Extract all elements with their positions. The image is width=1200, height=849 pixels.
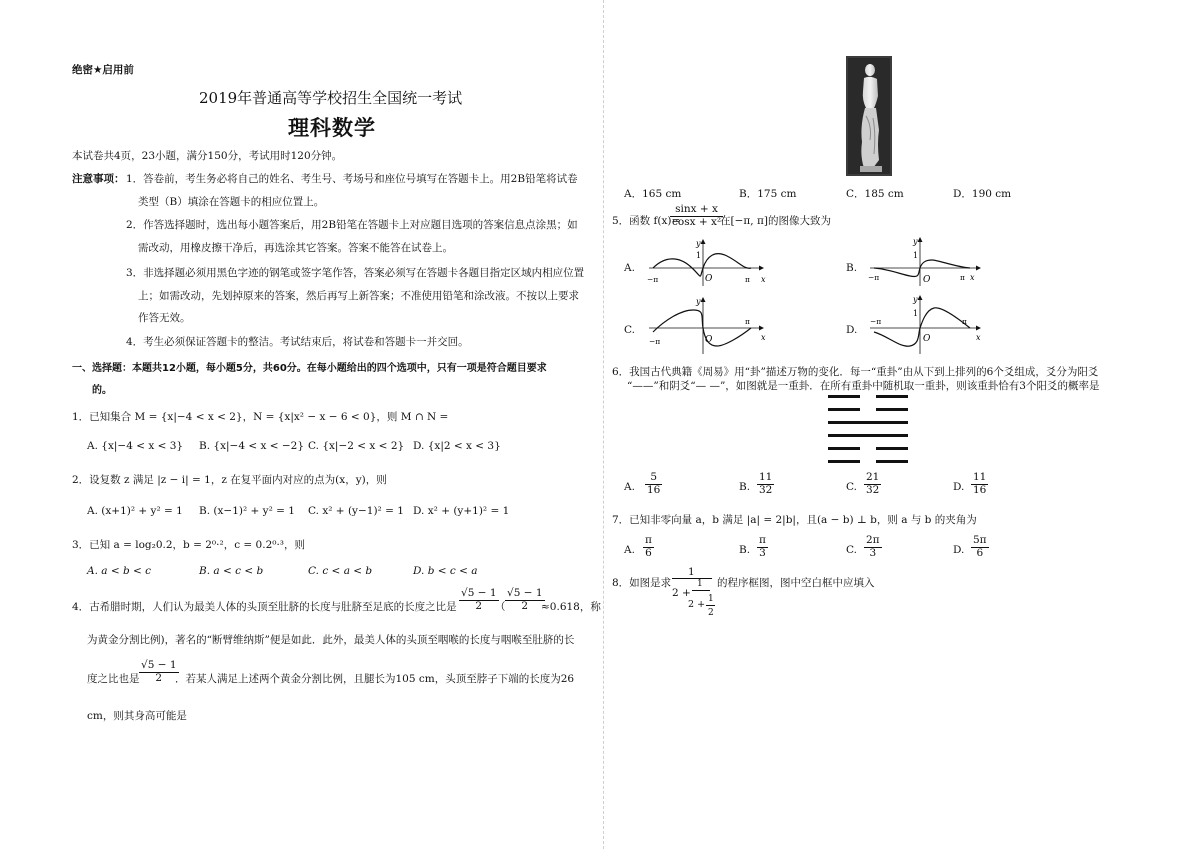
q8-cf-top-one: 1 [688,566,695,578]
q5-den: cosx + x² [672,215,722,228]
q6-option-b-label: B. [739,481,751,493]
q4-frac-num: √5 − 1 [461,587,497,599]
section1-heading-cont: 的。 [92,385,112,396]
q3-stem: 3．已知 a = log₂0.2，b = 2⁰·²，c = 0.2⁰·³，则 [72,539,305,551]
hexagram-line-yin [876,447,908,450]
q6-line2: “——”和阴爻“— —”，如图就是一重卦．在所有重卦中随机取一重卦，则该重卦恰有3个阳爻的概率是 [627,380,1100,392]
hexagram-line-yang [828,421,908,424]
graph-a-y-label: y [696,239,701,248]
q6-option-d-fraction [971,472,988,496]
q5-function-fraction [670,204,723,228]
graph-c-origin: O [705,335,713,345]
graph-d-neg-pi: −π [870,317,882,326]
q3-option-c: C. c < a < b [308,565,373,577]
section1-heading: 一、选择题：本题共12小题，每小题5分，共60分。在每小题给出的四个选项中，只有一项是符合题目要求 [72,363,547,374]
graph-a-neg-pi: −π [647,275,659,284]
notice-3c: 作答无效。 [138,312,191,324]
q3-option-d: D. b < c < a [413,565,478,577]
q6-line1: 6．我国古代典籍《周易》用“卦”描述万物的变化．每一“重卦”由从下到上排列的6个爻组成，爻分为阳爻 [612,366,1099,378]
q4-option-b: B．175 cm [739,188,797,200]
q2-stem: 2．设复数 z 满足 |z − i| = 1，z 在复平面内对应的点为(x，y)，则 [72,474,387,486]
q2-option-d: D. x² + (y+1)² = 1 [413,505,510,517]
q2-option-c: C. x² + (y−1)² = 1 [308,505,404,517]
q6-c-num: 21 [866,471,880,483]
q5-suffix: 在[−π, π]的图像大致为 [720,215,831,227]
graph-a-origin: O [705,274,713,284]
q8-cf-bar2 [692,590,710,591]
notice-1a: 1．答卷前，考生务必将自己的姓名、考生号、考场号和座位号填写在答题卡上。用2B铅笔将试卷 [126,173,578,185]
graph-b-y-label: y [913,237,918,246]
q4-golden-ratio-fraction-3 [139,660,179,684]
notice-label: 注意事项： [72,173,125,185]
notice-2a: 2．作答选择题时，选出每小题答案后，用2B铅笔在答题卡上对应题目选项的答案信息点涂黑；如 [126,219,578,231]
graph-a-pi: π [745,275,750,284]
notice-4: 4．考生必须保证答题卡的整洁。考试结束后，将试卷和答题卡一并交回。 [126,336,469,348]
q5-option-c-label: C. [624,324,635,336]
q5-graph-d [866,294,986,358]
graph-b-one: 1 [913,251,919,260]
q7-c-den: 3 [869,546,877,559]
q4-line2: 为黄金分割比例)，著名的“断臂维纳斯”便是如此．此外，最美人体的头顶至咽喉的长度与咽喉至肚脐的长 [87,634,575,646]
q8-cf-half-den: 2 [708,608,714,618]
q8-cf-half-num: 1 [708,594,714,604]
q6-a-num: 5 [645,472,662,485]
q4-frac-den: 2 [475,599,483,612]
graph-c-neg-pi: −π [649,337,661,346]
q8-suffix: 的程序框图，图中空白框中应填入 [717,577,875,589]
q3-option-a: A. a < b < c [87,565,152,577]
graph-c-x-label: x [761,333,766,342]
graph-d-y-label: y [913,295,918,304]
hexagram-line-yin [828,460,860,463]
q7-c-num: 2π [866,534,880,546]
graph-d-origin: O [923,334,931,344]
q1-option-a: A. {x|−4 < x < 3} [87,440,184,452]
q7-a-num: π [645,534,652,546]
q8-prefix: 8．如图是求 [612,577,672,589]
q7-option-d-label: D. [953,544,965,556]
q6-b-den: 32 [759,483,773,496]
q8-continued-fraction [668,566,716,628]
q6-option-a-label: A. [624,481,635,493]
q2-option-a: A. (x+1)² + y² = 1 [87,505,183,517]
q7-stem: 7．已知非零向量 a，b 满足 |a| = 2|b|，且(a − b) ⊥ b，则 a 与 b 的夹角为 [612,514,977,526]
q6-c-den: 32 [866,483,880,496]
q6-option-c-fraction [864,472,881,496]
q7-d-num: 5π [973,534,987,546]
q4-approx: ≈0.618，称 [541,601,601,613]
hexagram-line-yin [828,395,860,398]
hexagram-line-yin [876,460,908,463]
hexagram-line-yin [828,447,860,450]
subject-title: 理科数学 [288,116,376,140]
q7-d-den: 6 [976,546,984,559]
q7-option-d-fraction [971,535,989,559]
q6-option-d-label: D. [953,481,965,493]
q5-graph-c [645,294,765,358]
q7-option-b-fraction [757,535,768,559]
q1-option-d: D. {x|2 < x < 3} [413,440,501,452]
hexagram-line-yin [876,408,908,411]
q5-prefix: 5．函数 f(x)= [612,215,681,227]
q4-option-c: C．185 cm [846,188,904,200]
q5-option-a-label: A. [624,262,635,274]
notice-3b: 上；如需改动，先划掉原来的答案，然后再写上新答案；不准使用铅笔和涂改液。不按以上要求 [138,290,579,302]
q5-num: sinx + x [670,204,723,217]
notice-2b: 需改动，用橡皮擦干净后，再选涂其它答案。答案不能答在试卷上。 [138,242,453,254]
q8-cf-two-plus-2: 2 + [688,599,706,610]
q8-cf-two-plus-1: 2 + [672,587,691,599]
page-divider [603,0,604,849]
graph-d-pi: π [962,317,967,326]
q6-d-den: 16 [973,483,987,496]
graph-d-one: 1 [913,309,919,318]
q4-golden-ratio-fraction-2 [505,588,545,612]
q6-hexagram-figure [828,393,910,469]
q4-option-d: D．190 cm [953,188,1012,200]
q4-line4: cm，则其身高可能是 [87,710,187,722]
q4-paren: （ [495,601,506,613]
notice-1b: 类型（B）填涂在答题卡的相应位置上。 [138,196,325,208]
q6-option-b-fraction [757,472,774,496]
q7-option-a-label: A. [624,544,635,556]
hexagram-line-yang [828,434,908,437]
q4-line3a: 度之比也是 [87,673,140,685]
q1-stem: 1．已知集合 M = {x|−4 < x < 2}，N = {x|x² − x − 6 < 0}，则 M ∩ N = [72,411,449,423]
q5-option-b-label: B. [846,262,858,274]
q7-option-a-fraction [643,535,654,559]
q5-option-d-label: D. [846,324,858,336]
q7-option-c-fraction [864,535,882,559]
q5-graph-b [866,236,986,288]
q8-cf-mid-one: 1 [697,579,703,589]
q2-option-b: B. (x−1)² + y² = 1 [199,505,295,517]
graph-b-x-label: x [970,273,975,282]
q6-option-c-label: C. [846,481,857,493]
q4-frac3-num: √5 − 1 [141,659,177,671]
hexagram-line-yin [876,395,908,398]
venus-statue-image [846,56,892,176]
graph-a-x-label: x [761,275,766,284]
q4-frac2-den: 2 [521,599,529,612]
q7-a-den: 6 [645,546,652,559]
graph-c-y-label: y [696,297,701,306]
graph-c-pi: π [745,317,750,326]
q8-cf-bar3 [706,605,715,606]
q7-b-num: π [759,534,766,546]
q5-graph-a [645,236,765,288]
graph-a-one: 1 [696,251,702,260]
q3-option-b: B. a < c < b [199,565,264,577]
q6-b-num: 11 [759,471,773,483]
q6-d-num: 11 [973,471,987,483]
q7-option-b-label: B. [739,544,751,556]
exam-title: 2019年普通高等学校招生全国统一考试 [199,89,463,107]
q4-line1: 4．古希腊时期，人们认为最美人体的头顶至肚脐的长度与肚脐至足底的长度之比是 [72,601,457,613]
q4-golden-ratio-fraction [459,588,499,612]
q4-line3b: ．若某人满足上述两个黄金分割比例，且腿长为105 cm，头顶至脖子下端的长度为26 [175,673,575,685]
graph-d-x-label: x [976,333,981,342]
q1-option-c: C. {x|−2 < x < 2} [308,440,405,452]
graph-b-origin: O [923,275,931,285]
q4-frac3-den: 2 [155,671,163,684]
q1-option-b: B. {x|−4 < x < −2} [199,440,305,452]
secret-label: 绝密★启用前 [72,64,134,76]
graph-b-pi: π [960,273,965,282]
hexagram-line-yin [828,408,860,411]
q7-option-c-label: C. [846,544,857,556]
notice-3a: 3．非选择题必须用黑色字迹的钢笔或签字笔作答，答案必须写在答题卡各题目指定区域内相应位置 [126,267,585,279]
q4-option-a: A．165 cm [624,188,682,200]
q6-a-den: 16 [647,483,661,496]
q6-option-a-fraction [645,472,662,496]
exam-summary: 本试卷共4页，23小题，满分150分，考试用时120分钟。 [72,150,343,162]
q8-cf-bar1 [672,578,712,579]
q7-b-den: 3 [759,546,766,559]
graph-b-neg-pi: −π [868,273,880,282]
q4-frac2-num: √5 − 1 [507,587,543,599]
